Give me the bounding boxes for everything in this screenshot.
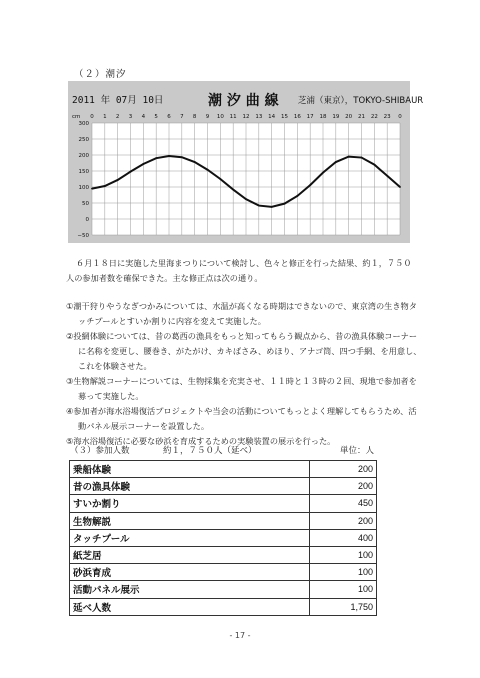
- chart-unit-label: cm: [72, 114, 81, 120]
- tide-point: [155, 157, 157, 159]
- y-tick-label: 200: [78, 153, 89, 159]
- row-label: すいか割り: [70, 495, 310, 512]
- row-label: 延べ人数: [70, 598, 310, 615]
- table-row: [70, 581, 377, 598]
- tide-point: [104, 185, 106, 187]
- table-row: [70, 598, 377, 615]
- tide-point: [219, 178, 221, 180]
- hour-tick-label: 8: [192, 114, 197, 120]
- tide-point: [322, 172, 324, 174]
- hour-tick-label: 21: [358, 114, 365, 120]
- table-row: [70, 564, 377, 581]
- hour-tick-label: 13: [255, 114, 263, 120]
- tide-point: [232, 189, 234, 191]
- table-row: [70, 546, 377, 563]
- row-value: 200: [310, 478, 377, 495]
- hour-tick-label: 6: [167, 114, 171, 120]
- participant-total: 約１，７５０人（延べ）: [163, 446, 257, 456]
- hour-tick-label: 5: [154, 114, 158, 120]
- hour-tick-label: 22: [370, 114, 378, 120]
- tide-point: [142, 163, 144, 165]
- table-row: [70, 529, 377, 546]
- list-item: ②投網体験については、昔の葛西の漁具をもっと知ってもらう観点から、昔の漁具体験コーナーに名称を変更し、腰巻き、がたがけ、カキばさみ、めほり、アナゴ筒、四つ手網、を用意し、これを体験させた。: [66, 331, 422, 371]
- tide-point: [258, 205, 260, 207]
- y-tick-label: 100: [78, 185, 89, 191]
- tide-point: [373, 164, 375, 166]
- chart-date: 2011 年 07月 10日: [72, 95, 164, 106]
- hour-tick-label: 20: [345, 114, 353, 120]
- tide-point: [348, 156, 350, 158]
- row-label: 砂浜育成: [70, 564, 310, 581]
- tide-point: [168, 155, 170, 157]
- unit-label: 単位：人: [339, 446, 374, 456]
- tide-point: [284, 203, 286, 205]
- table-row: [70, 461, 377, 478]
- row-label: 紙芝居: [70, 546, 310, 563]
- tide-point: [309, 184, 311, 186]
- row-value: 100: [310, 546, 377, 563]
- y-tick-label: 250: [78, 137, 89, 143]
- list-item: ④参加者が海水浴場復活プロジェクトや当会の活動についてもっとよく理解してもらうため、活動パネル展示コーナーを設置した。: [66, 406, 417, 431]
- hour-tick-label: 10: [216, 114, 224, 120]
- tide-point: [181, 156, 183, 158]
- row-value: 100: [310, 564, 377, 581]
- hour-tick-label: 12: [242, 114, 250, 120]
- tide-point: [296, 195, 298, 197]
- row-value: 200: [310, 512, 377, 529]
- row-label: 生物解説: [70, 512, 310, 529]
- body-intro: [66, 256, 418, 286]
- hour-tick-label: 14: [268, 114, 276, 120]
- hour-tick-label: 16: [293, 114, 301, 120]
- revision-list: [66, 299, 422, 449]
- hour-tick-label: 9: [205, 114, 210, 120]
- table-row: [70, 512, 377, 529]
- hour-tick-label: 11: [229, 114, 237, 120]
- row-label: 活動パネル展示: [70, 581, 310, 598]
- tide-point: [91, 188, 93, 190]
- hour-tick-label: 18: [319, 114, 327, 120]
- tide-chart: [68, 81, 424, 243]
- row-value: 100: [310, 581, 377, 598]
- tide-point: [245, 198, 247, 200]
- tide-point: [271, 206, 273, 208]
- tide-point: [386, 175, 388, 177]
- tide-point: [361, 157, 363, 159]
- tide-point: [194, 161, 196, 163]
- hour-tick-label: 3: [128, 114, 133, 120]
- row-value: 200: [310, 461, 377, 478]
- hour-tick-label: 7: [180, 114, 184, 120]
- page-number: - 17 -: [229, 631, 251, 640]
- y-tick-label: 0: [85, 217, 89, 223]
- table-row: [70, 478, 377, 495]
- row-value: 1,750: [310, 598, 377, 615]
- chart-location: 芝浦（東京），TOKYO-SHIBAUR: [298, 96, 424, 106]
- tide-point: [399, 186, 401, 188]
- tide-point: [130, 171, 132, 173]
- y-tick-label: 300: [78, 121, 89, 127]
- y-tick-label: 150: [78, 169, 89, 175]
- hour-tick-label: 19: [332, 114, 340, 120]
- hour-tick-label: 0: [90, 114, 94, 120]
- hour-tick-label: 17: [306, 114, 314, 120]
- chart-title: 潮 汐 曲 線: [208, 93, 279, 109]
- tide-point: [207, 169, 209, 171]
- hour-tick-label: 23: [383, 114, 391, 120]
- list-item: ⑤海水浴場復活に必要な砂浜を育成するための実験装置の展示を行った。: [66, 436, 336, 446]
- section-2-title: （２）潮汐: [74, 69, 127, 80]
- hour-tick-label: 4: [141, 114, 146, 120]
- tide-point: [117, 179, 119, 181]
- intro-paragraph: ６月１８日に実施した里海まつりについて検討し、色々と修正を行った結果、約１，７５０人の参加者数を確保できた。主な修正点は次の通り。: [66, 258, 412, 283]
- y-tick-label: −50: [77, 233, 89, 239]
- hour-tick-label: 0: [398, 114, 402, 120]
- row-label: 昔の漁具体験: [70, 478, 310, 495]
- row-label: 乗船体験: [70, 461, 310, 478]
- section-3-title: （３）参加人数: [70, 446, 130, 456]
- hour-tick-label: 2: [115, 114, 120, 120]
- hour-tick-label: 15: [281, 114, 288, 120]
- list-item: ①潮干狩りやうなぎつかみについては、水温が高くなる時期はできないので、東京湾の生き物タッチプールとすいか割りに内容を変えて実施した。: [66, 301, 417, 326]
- hour-tick-label: 1: [103, 114, 107, 120]
- row-value: 400: [310, 529, 377, 546]
- y-tick-label: 50: [82, 201, 89, 207]
- list-item: ③生物解説コーナーについては、生物採集を充実させ、１１時と１３時の２回、現地で参加者を募って実施した。: [66, 376, 417, 401]
- row-value: 450: [310, 495, 377, 512]
- table-row: [70, 495, 377, 512]
- participants-table: [69, 460, 377, 616]
- tide-point: [335, 161, 337, 163]
- row-label: タッチプール: [70, 529, 310, 546]
